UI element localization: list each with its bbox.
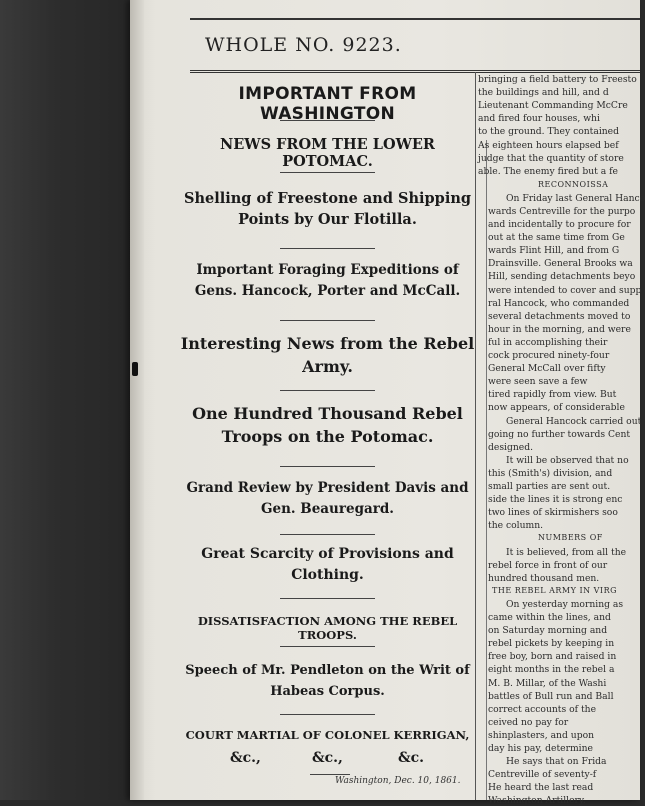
body-line: day his pay, determine [488,743,593,754]
body-line: this (Smith's) division, and [488,467,613,479]
body-line: came within the lines, and [488,612,611,623]
body-line: Drainsville. General Brooks wa [488,258,633,270]
body-line: and fired four houses, whi [478,113,600,125]
headline-3: Shelling of Freestone and Shipping Points by Our Flotilla. [183,190,472,228]
body-line: It will be observed that no [506,454,629,466]
body-line: small parties are sent out. [488,481,611,492]
body-line: were seen save a few [488,376,588,388]
body-line: wards Flint Hill, and from G [488,245,620,257]
body-line: Washington Artillery. [488,795,586,806]
body-line: two lines of skirmishers soo [488,507,618,519]
body-line: free boy, born and raised in [488,651,617,663]
body-line: rebel force in front of our [488,559,608,571]
headline-7: Grand Review by President Davis and Gen. Beauregard. [186,480,469,517]
body-line: On yesterday morning as [506,598,624,610]
body-line: General McCall over fifty [488,363,606,375]
etc-b: &c., [312,750,343,766]
divider [280,390,375,391]
dark-background [0,0,140,800]
divider [280,646,375,647]
body-line: Hill, sending detachments beyo [488,271,636,283]
body-line: shinplasters, and upon [488,729,595,741]
headline-5: Interesting News from the Rebel Army. [180,334,475,376]
body-line: now appears, of considerable [488,402,625,414]
body-line: It is believed, from all the [506,546,627,558]
top-rule [190,18,640,20]
body-line: the buildings and hill, and d [478,87,609,99]
body-line: eight months in the rebel a [488,664,615,676]
body-line: cock procured ninety-four [488,350,610,361]
body-line: As eighteen hours elapsed bef [478,139,619,151]
section-heading: NUMBERS OF [538,533,603,543]
divider [280,320,375,321]
headline-9: DISSATISFACTION AMONG THE REBEL TROOPS. [197,614,458,642]
body-line: bringing a field battery to Freesto [478,74,637,85]
body-line: wards Centreville for the purpo [488,205,636,217]
body-line: going no further towards Cent [488,428,631,440]
body-line: battles of Bull run and Ball [488,690,614,702]
body-line: several detachments moved to [488,310,631,322]
body-line: General Hancock carried out [506,415,642,427]
body-line: hour in the morning, and were [488,323,631,335]
paper-edge [130,0,144,800]
binding-mark [132,362,138,376]
headline-6: One Hundred Thousand Rebel Troops on the Potomac. [192,404,463,446]
body-line: the column. [488,520,544,532]
headline-10: Speech of Mr. Pendleton on the Writ of Habeas Corpus. [185,663,470,699]
divider [280,248,375,249]
section-heading: THE REBEL ARMY IN VIRG [492,585,618,595]
divider [280,120,375,121]
etc-a: &c., [230,750,261,766]
body-line: able. The enemy fired but a fe [478,165,618,177]
body-line: He heard the last read [488,782,594,794]
headline-1: IMPORTANT FROM WASHINGTON [238,84,417,124]
body-line: judge that the quantity of store [478,152,624,164]
divider [280,172,375,173]
body-line: M. B. Millar, of the Washi [488,677,607,689]
body-line: rebel pickets by keeping in [488,638,615,650]
body-line: ceived no pay for [488,716,569,728]
divider [280,598,375,599]
divider [280,714,375,715]
body-line: On Friday last General Hanco [506,192,645,204]
dateline: Washington, Dec. 10, 1861. [335,776,461,786]
body-line: and incidentally to procure for [488,219,631,230]
headline-4: Important Foraging Expeditions of Gens. Hancock, Porter and McCall. [194,262,461,299]
body-line: Centreville of seventy-f [488,769,597,781]
body-line: ral Hancock, who commanded [488,297,630,309]
section-heading: RECONNOISSA [538,179,609,189]
body-line: Lieutenant Commanding McCre [478,100,628,112]
body-line: hundred thousand men. [488,572,600,584]
right-column [478,72,645,806]
body-line: designed. [488,441,534,453]
body-line: tired rapidly from view. But [488,389,617,401]
body-line: out at the same time from Ge [488,232,625,244]
headline-2: NEWS FROM THE LOWER POTOMAC. [220,136,435,170]
body-line: He says that on Frida [506,756,607,768]
divider [280,534,375,535]
body-line: to the ground. They contained [478,126,620,138]
body-line: ful in accomplishing their [488,336,608,348]
etc-c: &c. [398,750,425,766]
divider [280,466,375,467]
body-line: correct accounts of the [488,703,597,715]
body-line: side the lines it is strong enc [488,494,623,506]
divider [310,774,350,775]
headline-11: COURT MARTIAL OF COLONEL KERRIGAN, [185,728,470,742]
body-line: were intended to cover and supp [488,284,642,296]
body-line: on Saturday morning and [488,625,608,637]
headline-8: Great Scarcity of Provisions and Clothing. [201,546,454,583]
whole-number: WHOLE NO. 9223. [205,34,402,56]
column-rule [475,72,476,800]
